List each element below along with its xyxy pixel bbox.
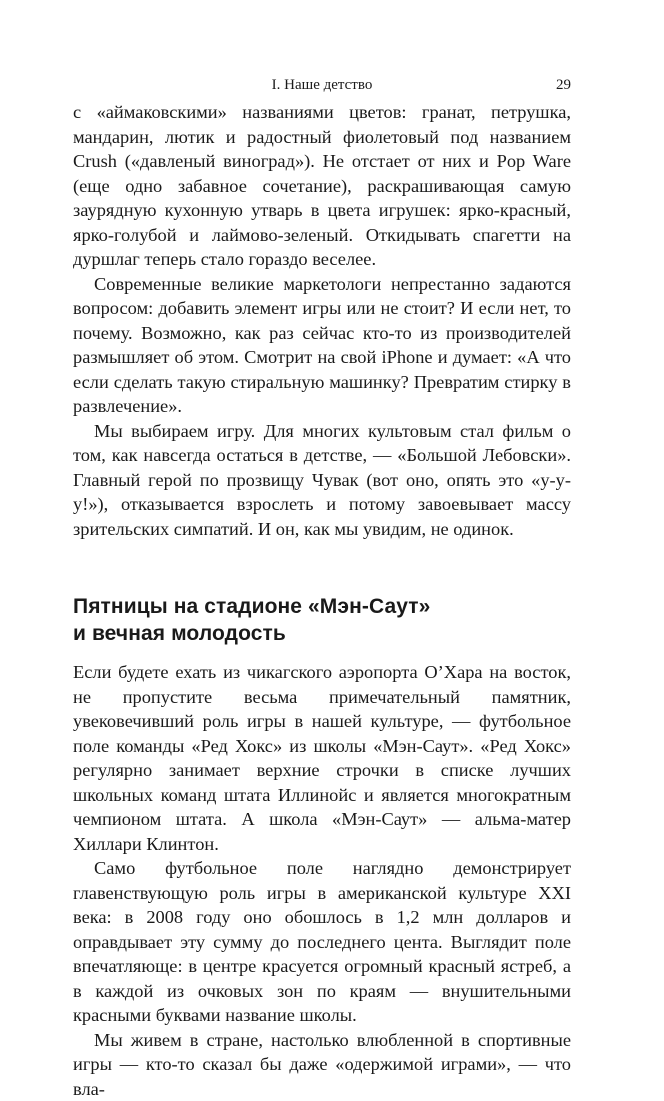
paragraph: с «аймаковскими» названиями цветов: гранат, петрушка, мандарин, лютик и радостный фиолетовый под названием Crush («давленый виноград»). Не отстает от них и Pop Ware (еще одно забавное сочетание), раскрашивающая самую заурядную кухонную утварь в цвета игрушек: ярко-красный, ярко-голубой и лаймово-зеленый. Откидывать спагетти на дуршлаг теперь стало гораздо веселее. bbox=[73, 100, 571, 272]
running-head bbox=[73, 74, 571, 96]
paragraph: Если будете ехать из чикагского аэропорта О’Хара на восток, не пропустите весьма примечательный памятник, увековечивший роль игры в нашей культуре, — футбольное поле команды «Ред Хокс» из школы «Мэн-Саут». «Ред Хокс» регулярно занимает верхние строчки в списке лучших школьных команд штата Иллинойс и является многократным чемпионом штата. А школа «Мэн-Саут» — альма-матер Хиллари Клинтон. bbox=[73, 660, 571, 856]
section-heading-line: Пятницы на стадионе «Мэн-Саут» bbox=[73, 595, 430, 618]
running-title: I. Наше детство bbox=[73, 74, 571, 96]
book-page bbox=[73, 0, 571, 1000]
section-heading bbox=[73, 593, 571, 647]
section-heading-line: и вечная молодость bbox=[73, 622, 286, 645]
page-number: 29 bbox=[556, 74, 571, 96]
paragraph: Мы выбираем игру. Для многих культовым стал фильм о том, как навсегда остаться в детстве, — «Большой Лебовски». Главный герой по прозвищу Чувак (вот оно, опять это «у-у-у!»), отказывается взрослеть и потому завоевывает массу зрительских симпатий. И он, как мы увидим, не одинок. bbox=[73, 419, 571, 542]
body-text bbox=[73, 100, 571, 1101]
paragraph: Само футбольное поле наглядно демонстрирует главенствующую роль игры в американской культуре XXI века: в 2008 году оно обошлось в 1,2 млн долларов и оправдывает эту сумму до последнего цента. Выглядит поле впечатляюще: в центре красуется огромный красный ястреб, а в каждой из очковых зон по краям — внушительными красными буквами название школы. bbox=[73, 856, 571, 1028]
paragraph: Мы живем в стране, настолько влюбленной в спортивные игры — кто-то сказал бы даже «одержимой играми», — что вла- bbox=[73, 1028, 571, 1101]
paragraph: Современные великие маркетологи непрестанно задаются вопросом: добавить элемент игры или не стоит? И если нет, то почему. Возможно, как раз сейчас кто-то из производителей размышляет об этом. Смотрит на свой iPhone и думает: «А что если сделать такую стиральную машинку? Превратим стирку в развлечение». bbox=[73, 272, 571, 419]
